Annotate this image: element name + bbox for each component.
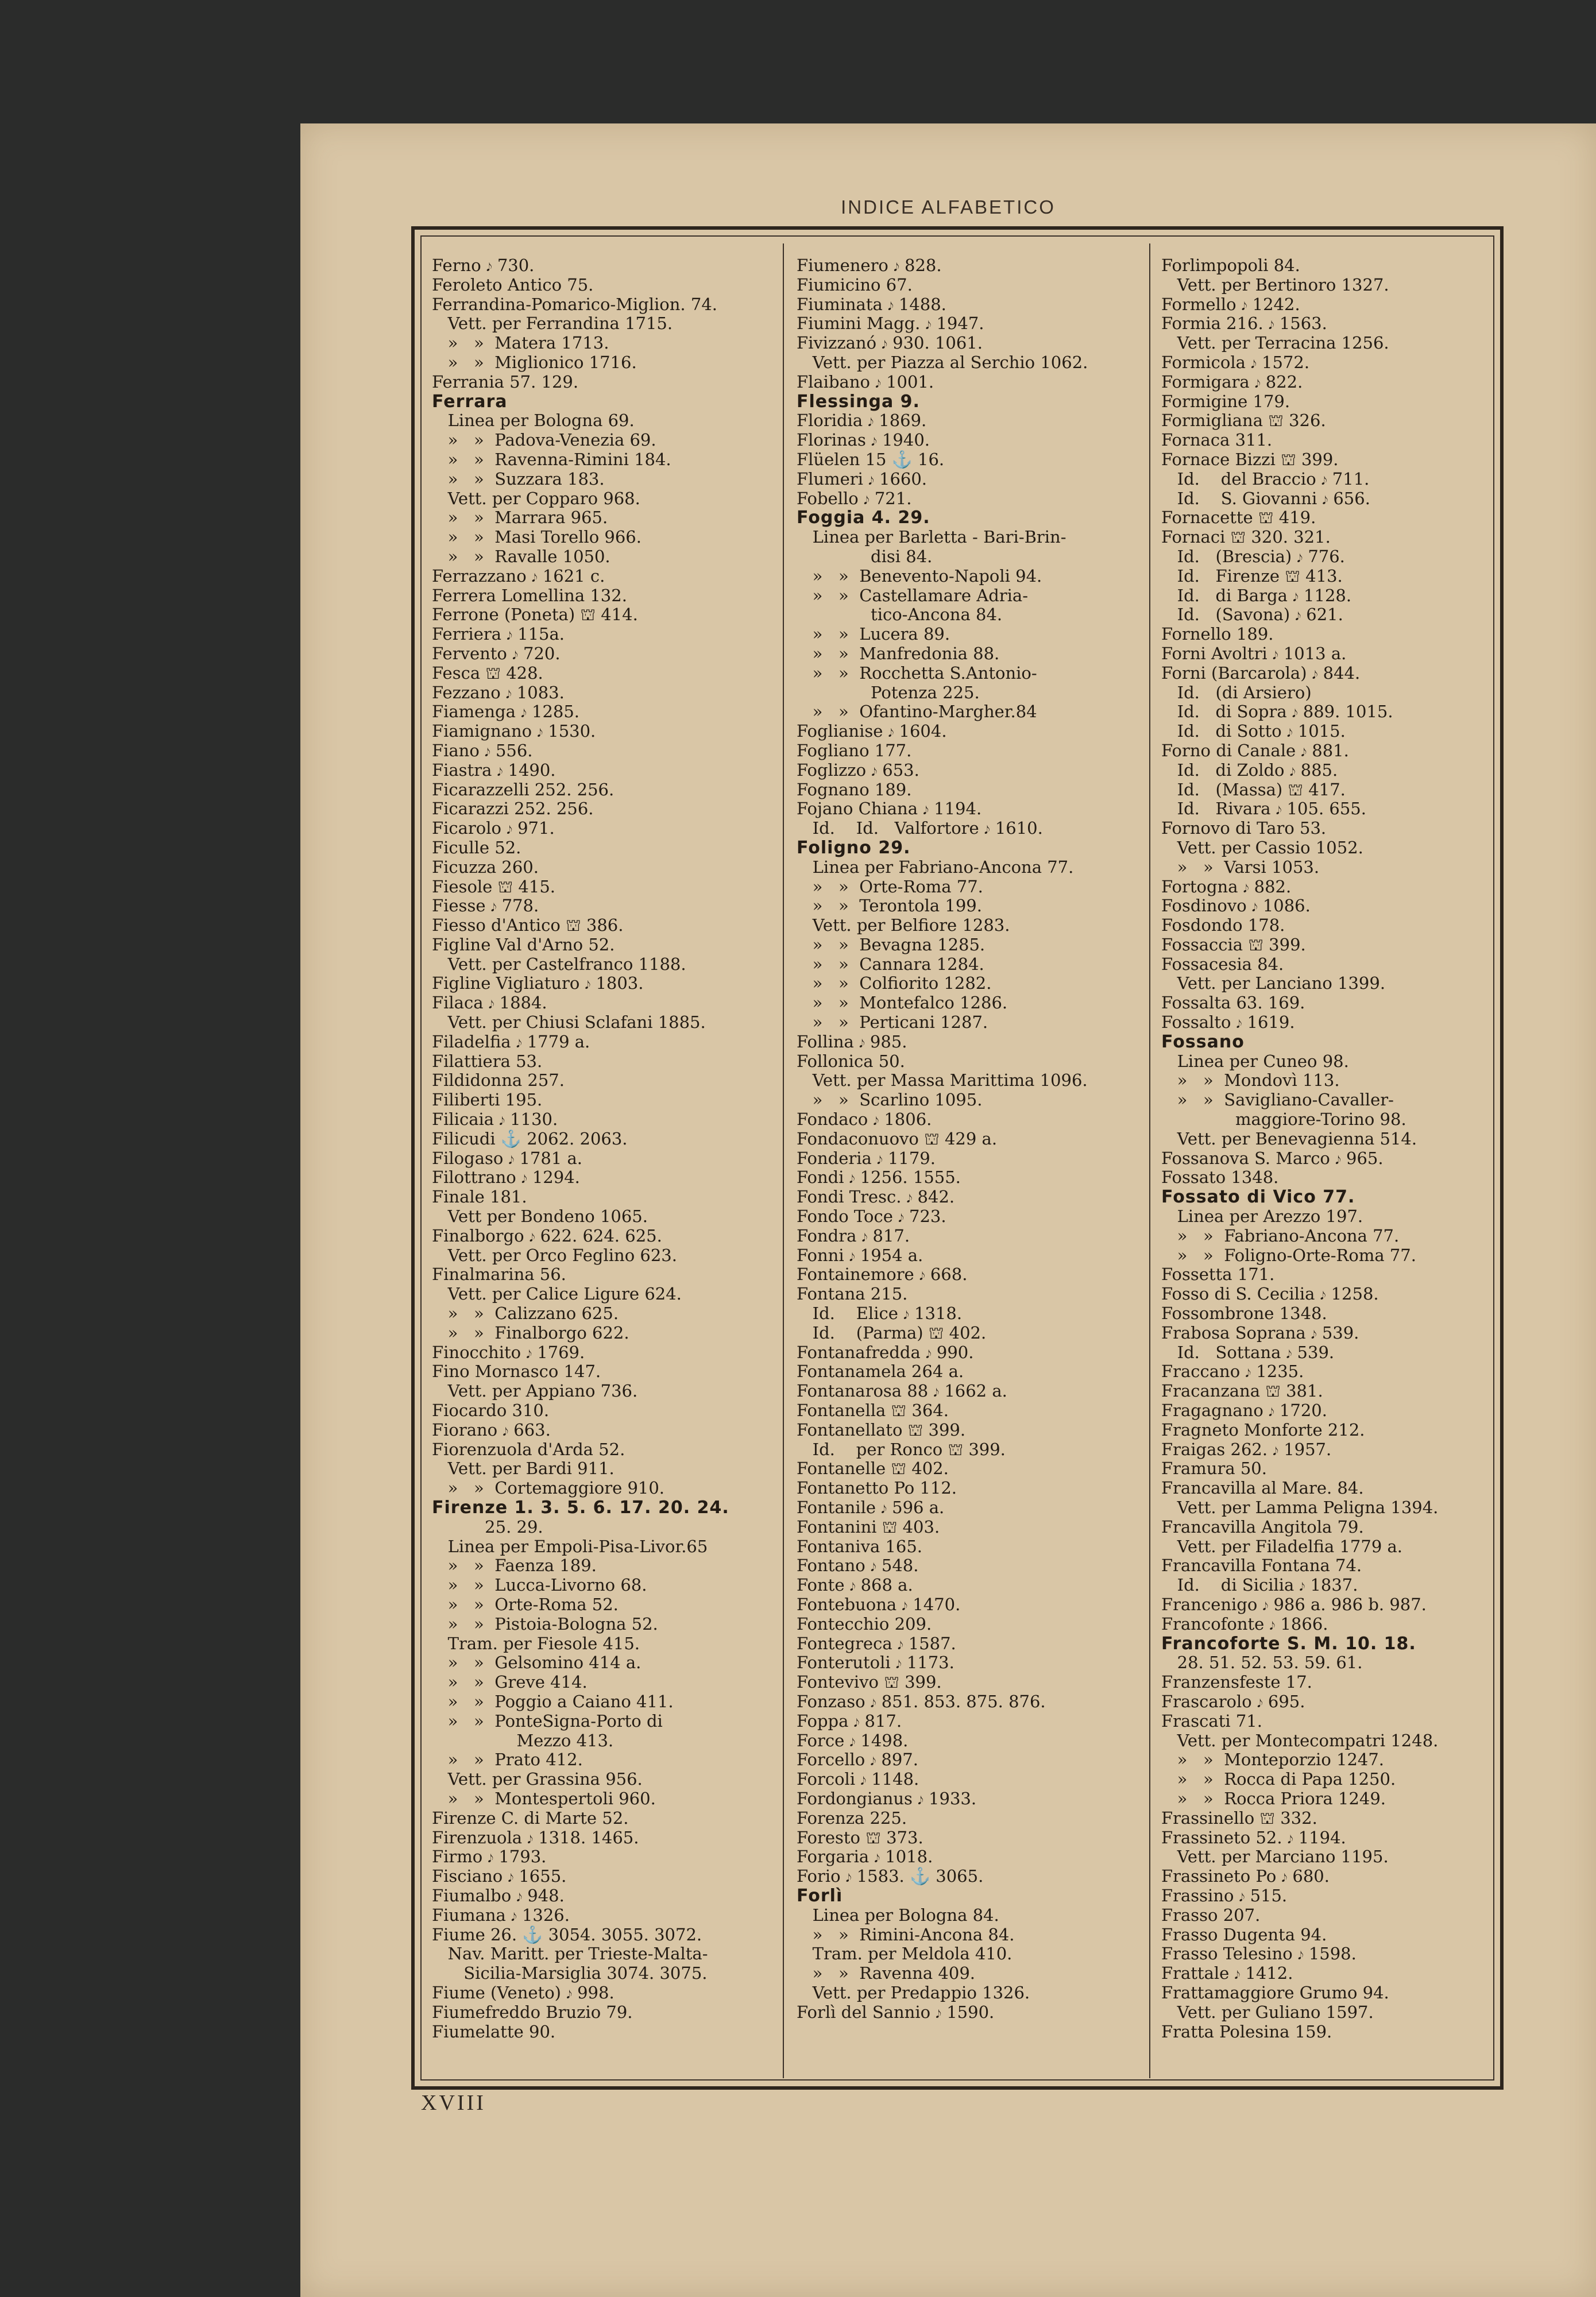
index-entry: » » Suzzara 183. — [432, 469, 605, 489]
index-entry: Frassinello ⛫ 332. — [1161, 1808, 1317, 1828]
index-entry: Foglizzo 𝆕 653. — [797, 760, 919, 780]
column-divider-2 — [1149, 243, 1150, 2078]
index-entry: Ferrandina-Pomarico-Miglion. 74. — [432, 294, 717, 314]
index-entry: » » Lucera 89. — [797, 624, 950, 644]
index-entry: Fonterutoli 𝆕 1173. — [797, 1653, 954, 1673]
index-entry: Finocchito 𝆕 1769. — [432, 1342, 585, 1362]
index-entry: Fiumini Magg. 𝆕 1947. — [797, 314, 984, 334]
index-entry: Fiumelatte 90. — [432, 2021, 556, 2041]
index-entry: Filicudi ⚓ 2062. 2063. — [432, 1128, 628, 1148]
index-entry: Frascati 71. — [1161, 1711, 1262, 1731]
index-entry: Fossaccia ⛫ 399. — [1161, 934, 1306, 954]
index-entry: Fiorano 𝆕 663. — [432, 1420, 551, 1440]
index-entry: » » Fabriano-Ancona 77. — [1161, 1225, 1400, 1246]
index-entry: Ficulle 52. — [432, 837, 521, 857]
index-entry: Flaibano 𝆕 1001. — [797, 372, 934, 392]
index-entry: » » Cortemaggiore 910. — [432, 1478, 665, 1498]
index-entry: Fiumicino 67. — [797, 274, 913, 295]
index-entry: Vett. per Cassio 1052. — [1161, 837, 1363, 857]
index-entry: » » Savigliano-Cavaller- — [1161, 1090, 1394, 1110]
index-entry: Id. Id. Valfortore 𝆕 1610. — [797, 818, 1043, 838]
index-entry: Fezzano 𝆕 1083. — [432, 682, 565, 702]
index-entry: Fondra 𝆕 817. — [797, 1225, 910, 1246]
index-entry: Sicilia-Marsiglia 3074. 3075. — [432, 1963, 708, 1983]
index-heading: Ferrara — [432, 391, 508, 412]
index-entry: Fornace Bizzi ⛫ 399. — [1161, 449, 1339, 469]
index-entry: Filiberti 195. — [432, 1090, 543, 1110]
index-entry: Fondo Toce 𝆕 723. — [797, 1206, 946, 1227]
index-entry: Fragneto Monforte 212. — [1161, 1420, 1365, 1440]
index-heading: Foggia 4. 29. — [797, 508, 930, 528]
index-entry: Fratta Polesina 159. — [1161, 2021, 1332, 2041]
index-entry: Vett. per Benevagienna 514. — [1161, 1128, 1417, 1148]
index-entry: Forgaria 𝆕 1018. — [797, 1847, 933, 1867]
index-entry: Firenzuola 𝆕 1318. 1465. — [432, 1827, 639, 1847]
index-heading: Fossato di Vico 77. — [1161, 1187, 1355, 1208]
index-entry: Frassino 𝆕 515. — [1161, 1885, 1288, 1905]
index-entry: » » Rimini-Ancona 84. — [797, 1924, 1015, 1944]
index-entry: Id. del Braccio 𝆕 711. — [1161, 469, 1370, 489]
index-entry: » » Padova-Venezia 69. — [432, 430, 656, 450]
index-entry: Formicola 𝆕 1572. — [1161, 352, 1310, 372]
page-header: INDICE ALFABETICO — [841, 196, 1056, 218]
index-entry: Fontano 𝆕 548. — [797, 1556, 919, 1576]
index-entry: Fesca ⛫ 428. — [432, 663, 543, 683]
index-entry: Fontainemore 𝆕 668. — [797, 1264, 968, 1285]
index-entry: Linea per Fabriano-Ancona 77. — [797, 857, 1074, 877]
index-entry: » » Rocchetta S.Antonio- — [797, 663, 1037, 683]
index-entry: » » Ofantino-Margher.84 — [797, 702, 1037, 722]
index-entry: Fontana 215. — [797, 1284, 908, 1304]
index-entry: » » Finalborgo 622. — [432, 1322, 629, 1343]
index-entry: Ficarazzelli 252. 256. — [432, 779, 615, 799]
index-entry: Vett. per Bardi 911. — [432, 1459, 615, 1479]
index-entry: Vett. per Filadelfia 1779 a. — [1161, 1536, 1402, 1556]
index-entry: Vett. per Belfiore 1283. — [797, 915, 1010, 935]
index-entry: » » Perticani 1287. — [797, 1012, 988, 1033]
index-entry: » » Terontola 199. — [797, 896, 982, 916]
index-column-1 — [432, 256, 782, 2041]
index-entry: Formello 𝆕 1242. — [1161, 294, 1300, 314]
index-entry: Filottrano 𝆕 1294. — [432, 1167, 580, 1188]
index-entry: » » Calizzano 625. — [432, 1304, 619, 1324]
index-entry: Id. di Sotto 𝆕 1015. — [1161, 721, 1346, 741]
index-entry: Id. Elice 𝆕 1318. — [797, 1304, 963, 1324]
index-entry: » » Cannara 1284. — [797, 954, 984, 974]
index-entry: » » Gelsomino 414 a. — [432, 1653, 642, 1673]
index-entry: Francavilla Angitola 79. — [1161, 1517, 1364, 1537]
index-entry: Fontevivo ⛫ 399. — [797, 1672, 942, 1692]
index-entry: Vett. per Piazza al Serchio 1062. — [797, 352, 1088, 372]
index-heading: Flessinga 9. — [797, 391, 920, 412]
index-entry: Foresto ⛫ 373. — [797, 1827, 923, 1847]
page-number: XVIII — [421, 2091, 486, 2115]
index-entry: Feroleto Antico 75. — [432, 274, 594, 295]
index-entry: Fornovo di Taro 53. — [1161, 818, 1327, 838]
index-entry: Formia 216. 𝆕 1563. — [1161, 314, 1327, 334]
index-entry: Fossato 1348. — [1161, 1167, 1279, 1188]
index-entry: Fontanile 𝆕 596 a. — [797, 1498, 945, 1517]
index-entry: Linea per Empoli-Pisa-Livor.65 — [432, 1536, 708, 1556]
index-entry: Vett. per Appiano 736. — [432, 1381, 638, 1401]
index-entry: Fontebuona 𝆕 1470. — [797, 1594, 961, 1614]
index-entry: Id. Sottana 𝆕 539. — [1161, 1342, 1335, 1362]
index-entry: Vett. per Massa Marittima 1096. — [797, 1070, 1088, 1091]
index-column-2 — [797, 256, 1147, 2023]
index-entry: Fino Mornasco 147. — [432, 1362, 601, 1382]
index-entry: Frattamaggiore Grumo 94. — [1161, 1982, 1389, 2002]
index-entry: Vett. per Lamma Peligna 1394. — [1161, 1498, 1439, 1517]
index-entry: Id. (di Arsiero) — [1161, 682, 1312, 702]
index-entry: Id. di Barga 𝆕 1128. — [1161, 585, 1352, 605]
index-entry: Vett. per Lanciano 1399. — [1161, 973, 1386, 993]
index-entry: Vett. per Grassina 956. — [432, 1769, 643, 1789]
index-entry: » » Pistoia-Bologna 52. — [432, 1614, 658, 1634]
index-entry: Vett. per Castelfranco 1188. — [432, 954, 686, 974]
index-entry: Fiumalbo 𝆕 948. — [432, 1885, 565, 1905]
index-entry: Fordongianus 𝆕 1933. — [797, 1788, 977, 1808]
index-entry: » » PonteSigna-Porto di — [432, 1711, 663, 1731]
index-entry: Fobello 𝆕 721. — [797, 488, 912, 508]
index-entry: Nav. Maritt. per Trieste-Malta- — [432, 1944, 708, 1964]
index-entry: Flumeri 𝆕 1660. — [797, 469, 928, 489]
index-entry: Fontegreca 𝆕 1587. — [797, 1633, 956, 1653]
index-entry: Frassineto Po 𝆕 680. — [1161, 1866, 1330, 1886]
index-entry: Fonderia 𝆕 1179. — [797, 1148, 936, 1168]
index-entry: Fornaci ⛫ 320. 321. — [1161, 527, 1331, 547]
index-heading: Foligno 29. — [797, 837, 911, 858]
index-entry: Ferrone (Poneta) ⛫ 414. — [432, 605, 638, 625]
index-entry: Filicaia 𝆕 1130. — [432, 1109, 558, 1130]
index-entry: Florinas 𝆕 1940. — [797, 430, 930, 450]
index-entry: Floridia 𝆕 1869. — [797, 411, 927, 431]
index-entry: Fonte 𝆕 868 a. — [797, 1575, 913, 1595]
index-entry: Fontanellato ⛫ 399. — [797, 1420, 966, 1440]
index-entry: Fornacette ⛫ 419. — [1161, 508, 1316, 528]
index-entry: Linea per Cuneo 98. — [1161, 1051, 1349, 1071]
index-entry: Id. (Massa) ⛫ 417. — [1161, 779, 1346, 799]
index-entry: Foglianise 𝆕 1604. — [797, 721, 947, 741]
index-entry: Tram. per Fiesole 415. — [432, 1633, 640, 1653]
index-entry: Vett. per Guliano 1597. — [1161, 2002, 1374, 2022]
index-heading: Firenze 1. 3. 5. 6. 17. 20. 24. — [432, 1498, 729, 1518]
index-entry: 25. 29. — [432, 1517, 543, 1537]
index-entry: Finale 181. — [432, 1187, 527, 1207]
index-entry: Fontecchio 209. — [797, 1614, 932, 1634]
index-entry: Vett. per Copparo 968. — [432, 488, 640, 508]
index-entry: Mezzo 413. — [432, 1730, 614, 1750]
index-entry: Fosso di S. Cecilia 𝆕 1258. — [1161, 1284, 1379, 1304]
index-entry: Francenigo 𝆕 986 a. 986 b. 987. — [1161, 1594, 1427, 1614]
index-entry: Fiano 𝆕 556. — [432, 740, 533, 760]
index-heading: Forlì — [797, 1885, 843, 1906]
index-entry: » » Montefalco 1286. — [797, 993, 1008, 1013]
index-entry: Forcello 𝆕 897. — [797, 1750, 918, 1770]
index-entry: Foppa 𝆕 817. — [797, 1711, 902, 1731]
index-entry: Fontanini ⛫ 403. — [797, 1517, 940, 1537]
index-entry: » » Prato 412. — [432, 1750, 583, 1770]
index-entry: Fiesso d'Antico ⛫ 386. — [432, 915, 624, 935]
index-entry: 28. 51. 52. 53. 59. 61. — [1161, 1653, 1363, 1673]
index-entry: Ficarazzi 252. 256. — [432, 799, 594, 819]
index-entry: Fossalta 63. 169. — [1161, 993, 1305, 1013]
index-entry: Vett. per Terracina 1256. — [1161, 333, 1389, 353]
index-entry: tico-Ancona 84. — [797, 605, 1003, 625]
index-entry: Fiuminata 𝆕 1488. — [797, 294, 946, 314]
index-entry: Fiume (Veneto) 𝆕 998. — [432, 1982, 615, 2002]
index-entry: Follonica 50. — [797, 1051, 905, 1071]
index-entry: » » Monteporzio 1247. — [1161, 1750, 1385, 1770]
index-entry: Flüelen 15 ⚓ 16. — [797, 449, 945, 469]
index-entry: Franzensfeste 17. — [1161, 1672, 1312, 1692]
index-entry: » » Castellamare Adria- — [797, 585, 1029, 605]
index-entry: Fiocardo 310. — [432, 1401, 550, 1421]
index-entry: Fossombrone 1348. — [1161, 1304, 1327, 1324]
index-entry: Formigine 179. — [1161, 391, 1290, 411]
index-entry: Fiumefreddo Bruzio 79. — [432, 2002, 633, 2022]
index-entry: Fiesole ⛫ 415. — [432, 876, 555, 896]
index-entry: Filogaso 𝆕 1781 a. — [432, 1148, 582, 1168]
index-entry: » » Ravenna-Rimini 184. — [432, 449, 671, 469]
index-entry: Ferrania 57. 129. — [432, 372, 579, 392]
index-entry: Fognano 189. — [797, 779, 912, 799]
index-entry: Forni Avoltri 𝆕 1013 a. — [1161, 643, 1347, 663]
index-entry: Fondaco 𝆕 1806. — [797, 1109, 932, 1130]
index-entry: Filadelfia 𝆕 1779 a. — [432, 1031, 590, 1051]
index-entry: Fondaconuovo ⛫ 429 a. — [797, 1128, 998, 1148]
index-entry: disi 84. — [797, 546, 933, 566]
index-entry: Fisciano 𝆕 1655. — [432, 1866, 567, 1886]
index-entry: Ferrera Lomellina 132. — [432, 585, 627, 605]
index-entry: Linea per Bologna 84. — [797, 1905, 999, 1925]
index-entry: » » Montespertoli 960. — [432, 1788, 656, 1808]
document-page — [300, 123, 1596, 2297]
index-entry: » » Mondovì 113. — [1161, 1070, 1340, 1091]
index-entry: Figline Val d'Arno 52. — [432, 934, 615, 954]
index-entry: Frattale 𝆕 1412. — [1161, 1963, 1293, 1983]
index-heading: Francoforte S. M. 10. 18. — [1161, 1633, 1416, 1654]
index-frame — [411, 226, 1504, 2090]
index-entry: Fortogna 𝆕 882. — [1161, 876, 1292, 896]
index-entry: Fontaniva 165. — [797, 1536, 923, 1556]
index-entry: Forno di Canale 𝆕 881. — [1161, 740, 1349, 760]
index-entry: Fontanelle ⛫ 402. — [797, 1459, 949, 1479]
index-entry: » » Masi Torello 966. — [432, 527, 642, 547]
index-entry: Fondi Tresc. 𝆕 842. — [797, 1187, 955, 1207]
index-entry: Vett per Bondeno 1065. — [432, 1206, 648, 1227]
index-entry: Id. (Parma) ⛫ 402. — [797, 1322, 987, 1343]
index-entry: Francofonte 𝆕 1866. — [1161, 1614, 1328, 1634]
index-entry: Frasso Dugenta 94. — [1161, 1924, 1327, 1944]
index-entry: Forcoli 𝆕 1148. — [797, 1769, 919, 1789]
index-entry: » » Ravenna 409. — [797, 1963, 975, 1983]
index-entry: Fiamenga 𝆕 1285. — [432, 702, 580, 722]
index-entry: Fosdondo 178. — [1161, 915, 1285, 935]
index-entry: Frascarolo 𝆕 695. — [1161, 1691, 1305, 1711]
index-entry: Finalborgo 𝆕 622. 624. 625. — [432, 1225, 662, 1246]
index-entry: » » Colfiorito 1282. — [797, 973, 992, 993]
index-entry: Formigliana ⛫ 326. — [1161, 411, 1326, 431]
index-entry: Forlì del Sannio 𝆕 1590. — [797, 2002, 995, 2022]
index-entry: Force 𝆕 1498. — [797, 1730, 909, 1750]
index-entry: » » Marrara 965. — [432, 508, 608, 528]
index-entry: Id. S. Giovanni 𝆕 656. — [1161, 488, 1370, 508]
index-entry: Fiumenero 𝆕 828. — [797, 256, 942, 275]
index-entry: » » Lucca-Livorno 68. — [432, 1575, 647, 1595]
index-entry: » » Matera 1713. — [432, 333, 609, 353]
index-entry: Fondi 𝆕 1256. 1555. — [797, 1167, 961, 1188]
index-entry: Fiume 26. ⚓ 3054. 3055. 3072. — [432, 1924, 702, 1944]
index-entry: Fojano Chiana 𝆕 1194. — [797, 799, 982, 819]
index-entry: Vett. per Bertinoro 1327. — [1161, 274, 1389, 295]
index-entry: Firmo 𝆕 1793. — [432, 1847, 547, 1867]
index-entry: Filattiera 53. — [432, 1051, 543, 1071]
index-entry: Fonzaso 𝆕 851. 853. 875. 876. — [797, 1691, 1046, 1711]
column-divider-1 — [783, 243, 784, 2078]
index-entry: Vett. per Ferrandina 1715. — [432, 314, 673, 334]
index-entry: » » Rocca di Papa 1250. — [1161, 1769, 1396, 1789]
index-heading: Fossano — [1161, 1031, 1245, 1052]
index-entry: Id. (Savona) 𝆕 621. — [1161, 605, 1343, 625]
index-entry: Id. (Brescia) 𝆕 776. — [1161, 546, 1345, 566]
index-entry: » » Benevento-Napoli 94. — [797, 566, 1042, 586]
index-column-3 — [1161, 256, 1512, 2041]
index-entry: Id. di Zoldo 𝆕 885. — [1161, 760, 1338, 780]
index-entry: Frasso 207. — [1161, 1905, 1261, 1925]
index-entry: Filaca 𝆕 1884. — [432, 993, 547, 1013]
index-entry: Forio 𝆕 1583. ⚓ 3065. — [797, 1866, 984, 1886]
index-entry: Forlimpopoli 84. — [1161, 256, 1300, 275]
index-entry: Id. di Sicilia 𝆕 1837. — [1161, 1575, 1358, 1595]
index-entry: Vett. per Chiusi Sclafani 1885. — [432, 1012, 706, 1033]
index-entry: » » Rocca Priora 1249. — [1161, 1788, 1386, 1808]
index-entry: Vett. per Marciano 1195. — [1161, 1847, 1389, 1867]
index-entry: » » Orte-Roma 52. — [432, 1594, 619, 1614]
index-entry: Id. Firenze ⛫ 413. — [1161, 566, 1343, 586]
index-entry: Id. di Sopra 𝆕 889. 1015. — [1161, 702, 1393, 722]
index-entry: » » Poggio a Caiano 411. — [432, 1691, 674, 1711]
index-entry: Fraccano 𝆕 1235. — [1161, 1362, 1304, 1382]
index-entry: Finalmarina 56. — [432, 1264, 566, 1285]
index-entry: Fontanafredda 𝆕 990. — [797, 1342, 974, 1362]
index-entry: Frassineto 52. 𝆕 1194. — [1161, 1827, 1346, 1847]
index-entry: Francavilla al Mare. 84. — [1161, 1478, 1364, 1498]
index-entry: Fogliano 177. — [797, 740, 912, 760]
index-entry: Ferno 𝆕 730. — [432, 256, 535, 275]
index-entry: Francavilla Fontana 74. — [1161, 1556, 1362, 1576]
index-entry: Fornello 189. — [1161, 624, 1274, 644]
index-entry: » » Scarlino 1095. — [797, 1090, 983, 1110]
index-entry: Formigara 𝆕 822. — [1161, 372, 1303, 392]
index-entry: Potenza 225. — [797, 682, 980, 702]
index-entry: Fragagnano 𝆕 1720. — [1161, 1401, 1327, 1421]
index-entry: maggiore-Torino 98. — [1161, 1109, 1406, 1130]
index-entry: » » Orte-Roma 77. — [797, 876, 983, 896]
index-entry: Ficarolo 𝆕 971. — [432, 818, 555, 838]
index-entry: Ferriera 𝆕 115a. — [432, 624, 565, 644]
index-entry: » » Manfredonia 88. — [797, 643, 1000, 663]
index-entry: Vett. per Montecompatri 1248. — [1161, 1730, 1439, 1750]
index-entry: Fraigas 262. 𝆕 1957. — [1161, 1439, 1332, 1459]
index-entry: Fiorenzuola d'Arda 52. — [432, 1439, 625, 1459]
index-entry: Fiumana 𝆕 1326. — [432, 1905, 570, 1925]
index-entry: Id. per Ronco ⛫ 399. — [797, 1439, 1006, 1459]
index-entry: Fiamignano 𝆕 1530. — [432, 721, 596, 741]
index-entry: Firenze C. di Marte 52. — [432, 1808, 629, 1828]
index-entry: Fossacesia 84. — [1161, 954, 1284, 974]
index-entry: Vett. per Predappio 1326. — [797, 1982, 1030, 2002]
index-entry: Frasso Telesino 𝆕 1598. — [1161, 1944, 1357, 1964]
index-entry: Ferrazzano 𝆕 1621 c. — [432, 566, 605, 586]
index-entry: » » Faenza 189. — [432, 1556, 597, 1576]
index-entry: Fiesse 𝆕 778. — [432, 896, 539, 916]
index-entry: Follina 𝆕 985. — [797, 1031, 907, 1051]
index-entry: Fontanarosa 88 𝆕 1662 a. — [797, 1381, 1007, 1401]
index-entry: Fosdinovo 𝆕 1086. — [1161, 896, 1311, 916]
index-entry: Forni (Barcarola) 𝆕 844. — [1161, 663, 1361, 683]
index-entry: Linea per Arezzo 197. — [1161, 1206, 1363, 1227]
index-entry: Forenza 225. — [797, 1808, 907, 1828]
index-entry: Fossetta 171. — [1161, 1264, 1275, 1285]
index-entry: Linea per Bologna 69. — [432, 411, 635, 431]
index-entry: » » Varsi 1053. — [1161, 857, 1320, 877]
index-entry: Fonni 𝆕 1954 a. — [797, 1245, 923, 1265]
index-entry: Ficuzza 260. — [432, 857, 539, 877]
index-entry: Fontanamela 264 a. — [797, 1362, 964, 1382]
index-entry: Fracanzana ⛫ 381. — [1161, 1381, 1323, 1401]
index-entry: Fornaca 311. — [1161, 430, 1273, 450]
index-entry: Frabosa Soprana 𝆕 539. — [1161, 1322, 1359, 1343]
index-entry: » » Foligno-Orte-Roma 77. — [1161, 1245, 1416, 1265]
index-entry: Fontanella ⛫ 364. — [797, 1401, 949, 1421]
index-entry: Framura 50. — [1161, 1459, 1267, 1479]
index-entry: Fervento 𝆕 720. — [432, 643, 561, 663]
index-entry: Vett. per Orco Feglino 623. — [432, 1245, 677, 1265]
index-entry: Linea per Barletta - Bari-Brin- — [797, 527, 1066, 547]
index-entry: Fiastra 𝆕 1490. — [432, 760, 556, 780]
index-entry: Tram. per Meldola 410. — [797, 1944, 1013, 1964]
index-entry: » » Ravalle 1050. — [432, 546, 610, 566]
index-entry: Fontanetto Po 112. — [797, 1478, 957, 1498]
index-entry: » » Miglionico 1716. — [432, 352, 637, 372]
index-entry: » » Greve 414. — [432, 1672, 588, 1692]
index-entry: Id. Rivara 𝆕 105. 655. — [1161, 799, 1366, 819]
index-entry: Fossalto 𝆕 1619. — [1161, 1012, 1295, 1033]
index-entry: Fossanova S. Marco 𝆕 965. — [1161, 1148, 1384, 1168]
index-entry: Figline Vigliaturo 𝆕 1803. — [432, 973, 644, 993]
index-entry: Fildidonna 257. — [432, 1070, 565, 1091]
index-entry: » » Bevagna 1285. — [797, 934, 986, 954]
index-entry: Fivizzanó 𝆕 930. 1061. — [797, 333, 983, 353]
index-entry: Vett. per Calice Ligure 624. — [432, 1284, 682, 1304]
